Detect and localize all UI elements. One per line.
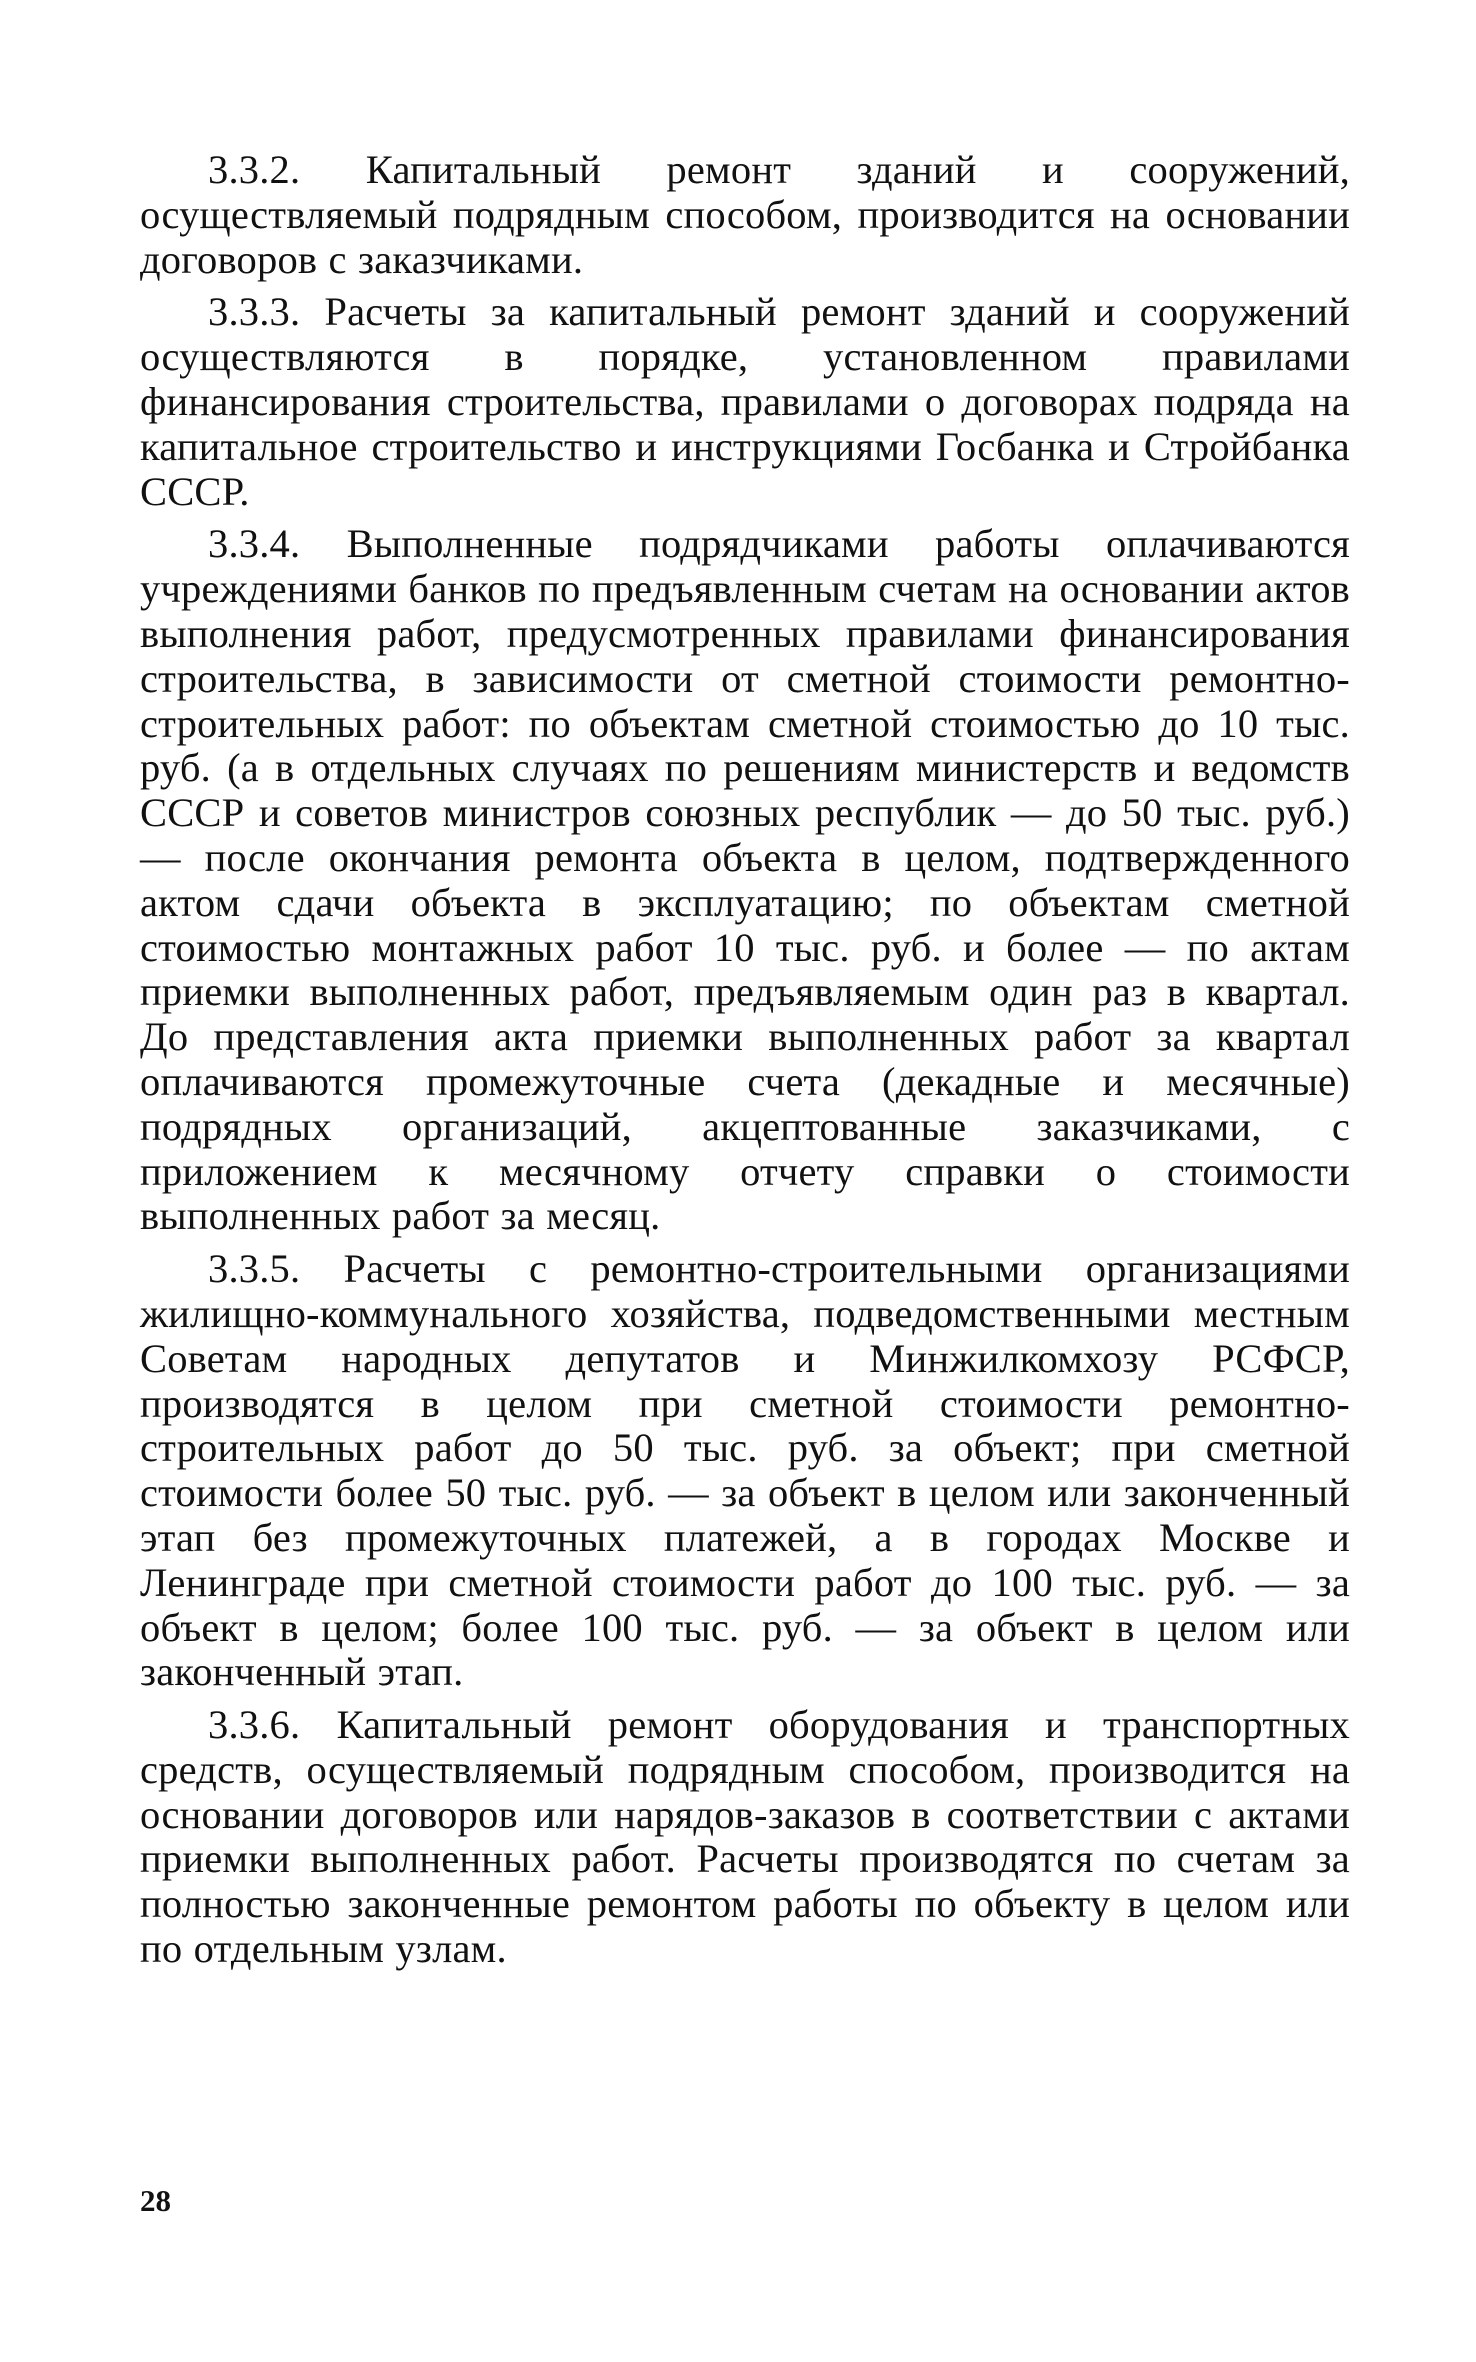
page-number: 28	[140, 2183, 171, 2218]
paragraph-3-3-2	[140, 148, 1350, 282]
paragraph-number: 3.3.3.	[208, 289, 301, 335]
paragraph-text: Расчеты за капитальный ремонт зданий и сооружений осуществляются в порядке, установленном правилами финансирования строительства, правилами о договорах подряда на капитальное строительство и инструкциями Госбанка и Стройбанка СССР.	[140, 289, 1351, 514]
paragraph-number: 3.3.4.	[208, 521, 301, 567]
paragraph-text: Капитальный ремонт оборудования и транспортных средств, осуществляемый подрядным способом, производится на основании договоров или нарядов-заказов в соответствии с актами приемки выполненных работ. Расчеты производятся по счетам за полностью законченные ремонтом работы по объекту в целом или по отдельным узлам.	[140, 1702, 1350, 1972]
paragraph-3-3-3	[140, 290, 1350, 514]
document-body	[140, 148, 1350, 1980]
paragraph-3-3-6	[140, 1703, 1350, 1972]
paragraph-number: 3.3.2.	[208, 147, 301, 192]
paragraph-text: Капитальный ремонт зданий и сооружений, осуществляемый подрядным способом, производится на основании договоров с заказчиками.	[140, 147, 1350, 282]
paragraph-text: Расчеты с ремонтно-строительными организациями жилищно-коммунального хозяйства, подведомственными местным Советам народных депутатов и Минжилкомхозу РСФСР, производятся в целом при сметной стоимости ремонтно-строительных работ до 50 тыс. руб. за объект; при сметной стоимости более 50 тыс. руб. — за объект в целом или законченный этап без промежуточных платежей, а в городах Москве и Ленинграде при сметной стоимости работ до 100 тыс. руб. — за объект в целом; более 100 тыс. руб. — за объект в целом или законченный этап.	[140, 1246, 1351, 1695]
paragraph-number: 3.3.6.	[208, 1702, 301, 1748]
paragraph-3-3-4	[140, 522, 1350, 1239]
paragraph-number: 3.3.5.	[208, 1246, 301, 1292]
paragraph-text: Выполненные подрядчиками работы оплачиваются учреждениями банков по предъявленным счетам на основании актов выполнения работ, предусмотренных правилами финансирования строительства, в зависимости от сметной стоимости ремонтно-строительных работ: по объектам сметной стоимостью до 10 тыс. руб. (а в отдельных случаях по решениям министерств и ведомств СССР и советов министров союзных республик — до 50 тыс. руб.) — после окончания ремонта объекта в целом, подтвержденного актом сдачи объекта в эксплуатацию; по объектам сметной стоимостью монтажных работ 10 тыс. руб. и более — по актам приемки выполненных работ, предъявляемым один раз в квартал. До представления акта приемки выполненных работ за квартал оплачиваются промежуточные счета (декадные и месячные) подрядных организаций, акцептованные заказчиками, с приложением к месячному отчету справки о стоимости выполненных работ за месяц.	[140, 521, 1350, 1239]
paragraph-3-3-5	[140, 1247, 1350, 1695]
